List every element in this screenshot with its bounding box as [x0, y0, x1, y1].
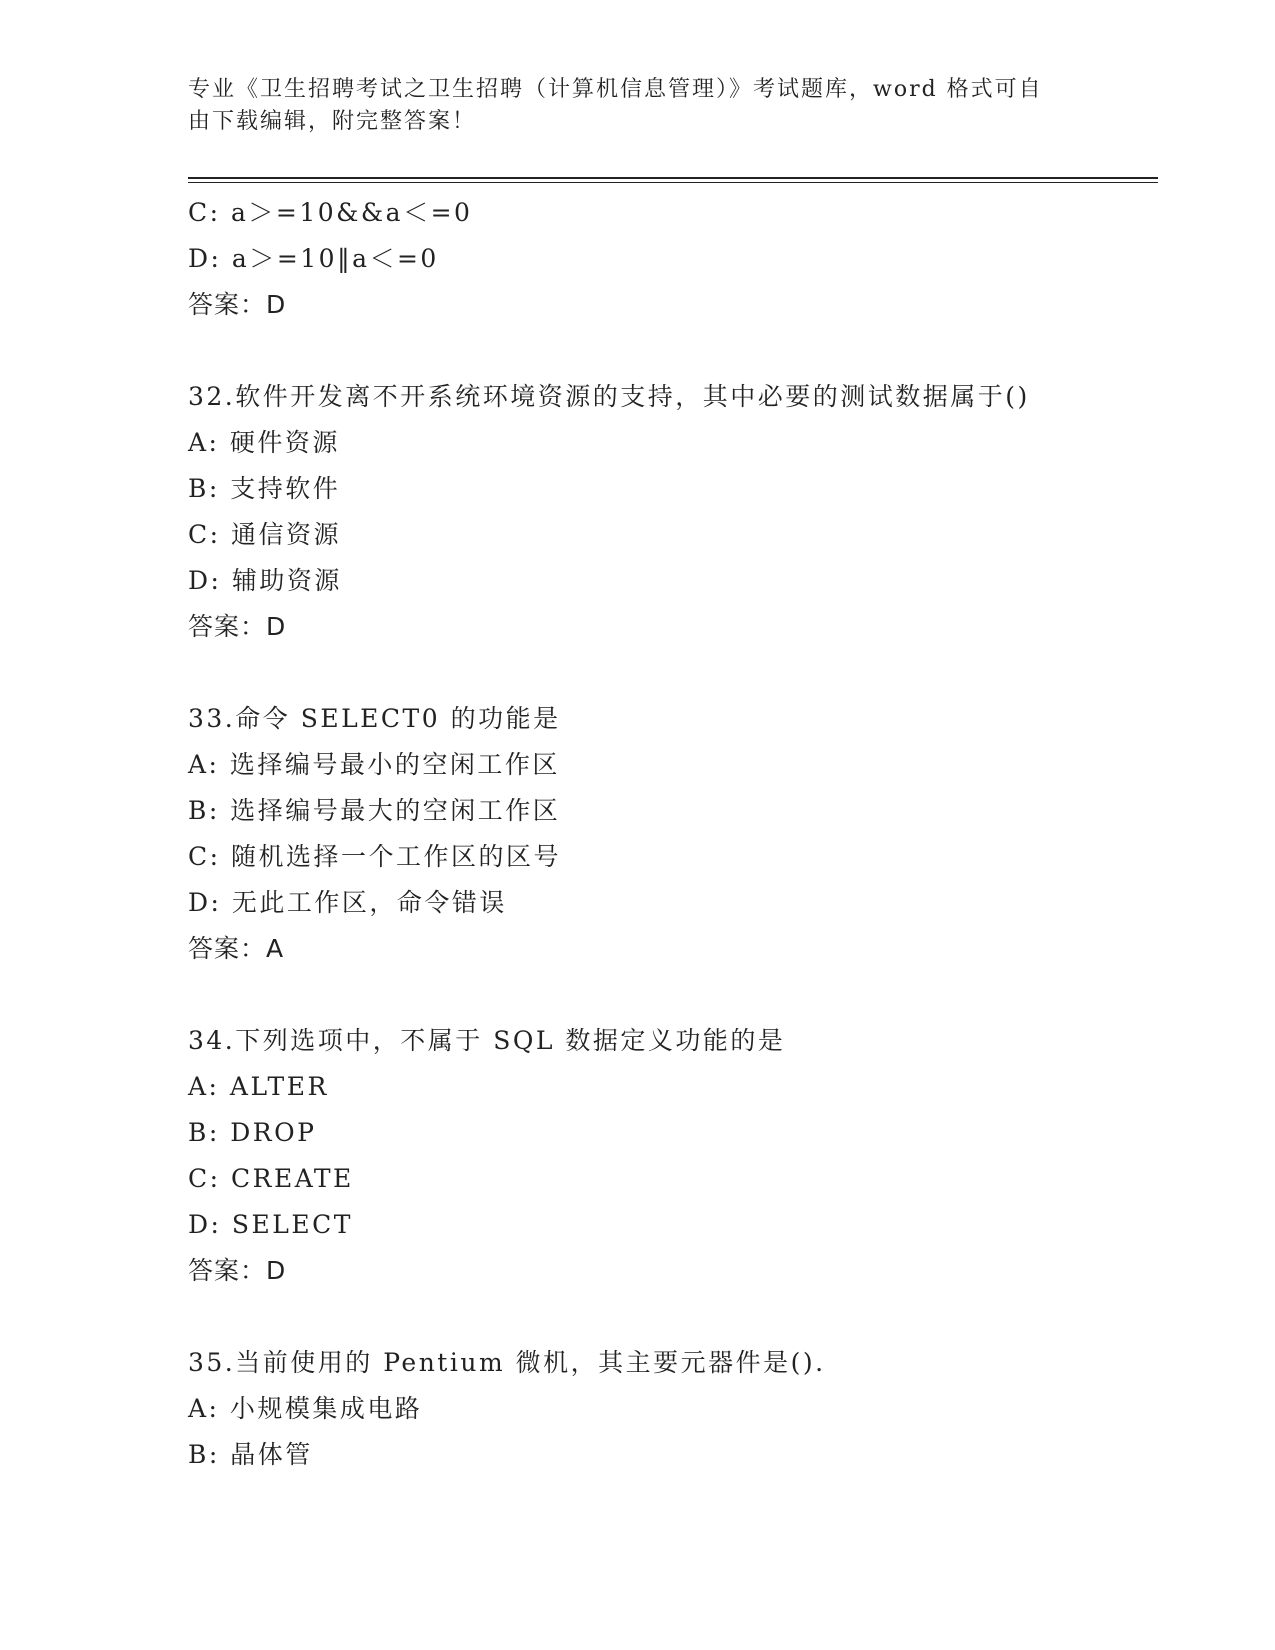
question-list	[188, 190, 1158, 1478]
option-a: A: 硬件资源	[188, 428, 340, 457]
option-b: B: 晶体管	[188, 1440, 313, 1469]
header-line-2: 由下载编辑，附完整答案！	[188, 109, 477, 134]
option-b: B: 选择编号最大的空闲工作区	[188, 796, 561, 825]
option-b: B: DROP	[188, 1118, 317, 1147]
option-d: D: 辅助资源	[188, 566, 342, 595]
answer: 答案：D	[188, 612, 287, 641]
option-b: B: 支持软件	[188, 474, 341, 503]
spacer	[188, 328, 1158, 374]
answer: 答案：D	[188, 1256, 287, 1285]
option-d: D: a＞=10‖a＜=0	[188, 244, 439, 273]
question-stem: 34.下列选项中，不属于 SQL 数据定义功能的是	[188, 1026, 786, 1055]
option-a: A: 选择编号最小的空闲工作区	[188, 750, 560, 779]
answer: 答案：D	[188, 290, 287, 319]
option-d: D: 无此工作区，命令错误	[188, 888, 507, 917]
question-stem: 35.当前使用的 Pentium 微机，其主要元器件是().	[188, 1348, 826, 1377]
document-header	[188, 74, 1078, 138]
answer: 答案：A	[188, 934, 285, 963]
question-block-33	[188, 696, 1158, 972]
option-d: D: SELECT	[188, 1210, 353, 1239]
question-block-35	[188, 1340, 1158, 1478]
header-line-1: 专业《卫生招聘考试之卫生招聘（计算机信息管理）》考试题库，word 格式可自	[188, 77, 1043, 102]
spacer	[188, 972, 1158, 1018]
option-c: C: a＞=10&&a＜=0	[188, 198, 473, 227]
spacer	[188, 1294, 1158, 1340]
option-c: C: 随机选择一个工作区的区号	[188, 842, 561, 871]
option-c: C: CREATE	[188, 1164, 354, 1193]
option-a: A: 小规模集成电路	[188, 1394, 423, 1423]
question-block-32	[188, 374, 1158, 650]
spacer	[188, 650, 1158, 696]
header-divider-thick	[188, 177, 1158, 179]
question-block-34	[188, 1018, 1158, 1294]
option-c: C: 通信资源	[188, 520, 341, 549]
question-stem: 32.软件开发离不开系统环境资源的支持，其中必要的测试数据属于()	[188, 382, 1030, 411]
question-block-31	[188, 190, 1158, 328]
option-a: A: ALTER	[188, 1072, 329, 1101]
question-stem: 33.命令 SELECT0 的功能是	[188, 704, 561, 733]
header-divider-thin	[188, 182, 1158, 183]
